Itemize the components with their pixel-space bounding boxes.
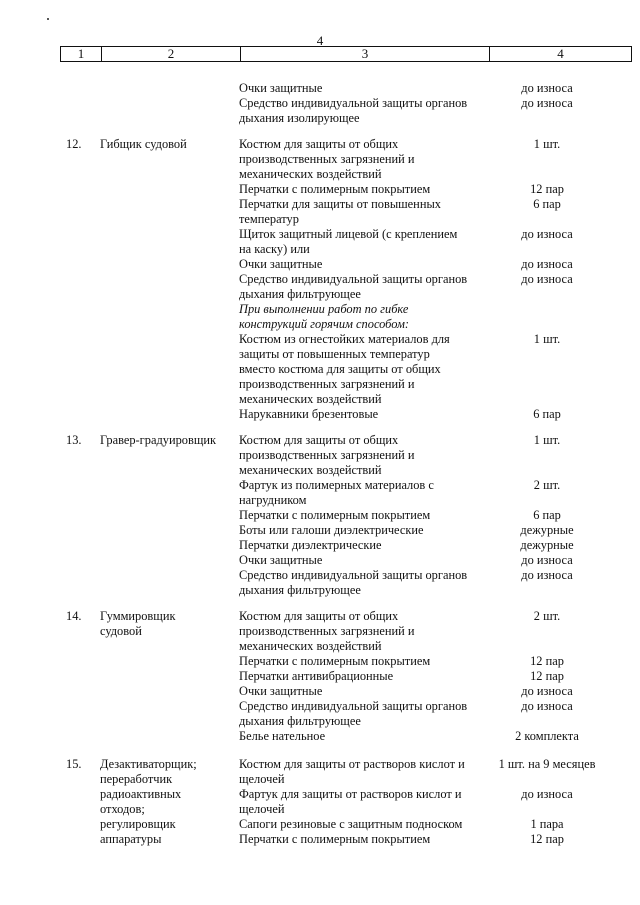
item-text: Костюм для защиты от общих [239,433,399,447]
item-quantity: до износа [521,96,573,110]
item-text: Очки защитные [239,553,323,567]
item-quantity: 1 пара [530,817,564,831]
item-text: Нарукавники брезентовые [239,407,379,421]
item-quantity: 12 пар [530,832,564,846]
profession-name: радиоактивных [100,787,182,801]
item-text: Очки защитные [239,684,323,698]
item-text: защиты от повышенных температур [239,347,430,361]
item-quantity: до износа [521,787,573,801]
item-text: Сапоги резиновые с защитным подноском [239,817,463,831]
item-text: Перчатки антивибрационные [239,669,394,683]
page-number: 4 [316,33,324,48]
item-quantity: 1 шт. [533,137,561,151]
row-number: 14. [66,609,82,623]
item-text: механических воздействий [239,167,382,181]
item-text: дыхания фильтрующее [239,714,361,728]
item-quantity: 1 шт. на 9 месяцев [498,757,596,771]
item-quantity: дежурные [520,523,574,537]
item-text: конструкций горячим способом: [239,317,409,331]
item-quantity: 6 пар [533,407,561,421]
item-quantity: до износа [521,272,573,286]
profession-name: судовой [100,624,142,638]
item-text: Средство индивидуальной защиты органов [239,699,468,713]
row-number: 12. [66,137,82,151]
item-text: дыхания изолирующее [239,111,360,125]
item-quantity: до износа [521,699,573,713]
item-text: производственных загрязнений и [239,377,415,391]
item-text: Очки защитные [239,81,323,95]
item-text: механических воздействий [239,392,382,406]
profession-name: регулировщик [100,817,176,831]
item-quantity: 2 шт. [533,478,561,492]
item-text: производственных загрязнений и [239,624,415,638]
item-quantity: 12 пар [530,654,564,668]
item-text: нагрудником [239,493,307,507]
item-quantity: дежурные [520,538,574,552]
item-quantity: 2 комплекта [515,729,579,743]
profession-name: Гравер-градуировщик [100,433,217,447]
item-text: механических воздействий [239,639,382,653]
item-text: производственных загрязнений и [239,448,415,462]
header-col-1: 1 [61,47,102,61]
item-quantity: 1 шт. [533,433,561,447]
item-quantity: 12 пар [530,669,564,683]
item-text: Средство индивидуальной защиты органов [239,272,468,286]
item-text: Перчатки диэлектрические [239,538,382,552]
item-quantity: 6 пар [533,197,561,211]
item-text: Перчатки с полимерным покрытием [239,832,431,846]
item-text: Костюм из огнестойких материалов для [239,332,450,346]
item-text: Белье нательное [239,729,326,743]
item-text: Перчатки с полимерным покрытием [239,508,431,522]
item-text: Перчатки с полимерным покрытием [239,182,431,196]
item-text: При выполнении работ по гибке [239,302,409,316]
item-quantity: до износа [521,553,573,567]
item-text: Средство индивидуальной защиты органов [239,568,468,582]
item-text: дыхания фильтрующее [239,583,361,597]
item-text: температур [239,212,299,226]
item-text: Щиток защитный лицевой (с креплением [239,227,458,241]
item-text: на каску) или [239,242,310,256]
item-text: Боты или галоши диэлектрические [239,523,424,537]
item-text: вместо костюма для защиты от общих [239,362,441,376]
scan-speck [47,18,49,20]
profession-name: Гибщик судовой [100,137,187,151]
header-col-3: 3 [241,47,490,61]
item-text: Очки защитные [239,257,323,271]
item-text: Фартук для защиты от растворов кислот и [239,787,462,801]
item-quantity: 2 шт. [533,609,561,623]
item-text: Костюм для защиты от общих [239,609,399,623]
table-header [60,46,632,62]
row-number: 15. [66,757,82,771]
item-text: производственных загрязнений и [239,152,415,166]
item-text: Средство индивидуальной защиты органов [239,96,468,110]
profession-name: отходов; [100,802,145,816]
item-text: дыхания фильтрующее [239,287,361,301]
item-quantity: 6 пар [533,508,561,522]
item-quantity: до износа [521,257,573,271]
header-col-4: 4 [557,46,564,61]
item-quantity: до износа [521,684,573,698]
item-text: щелочей [239,772,285,786]
item-text: Костюм для защиты от общих [239,137,399,151]
profession-name: аппаратуры [100,832,162,846]
profession-name: переработчик [100,772,173,786]
item-text: Фартук из полимерных материалов с [239,478,434,492]
item-text: щелочей [239,802,285,816]
item-text: механических воздействий [239,463,382,477]
item-text: Костюм для защиты от растворов кислот и [239,757,465,771]
item-quantity: до износа [521,568,573,582]
profession-name: Гуммировщик [100,609,176,623]
item-text: Перчатки с полимерным покрытием [239,654,431,668]
item-quantity: 12 пар [530,182,564,196]
item-quantity: 1 шт. [533,332,561,346]
item-text: Перчатки для защиты от повышенных [239,197,441,211]
profession-name: Дезактиваторщик; [100,757,197,771]
header-col-2: 2 [102,47,241,61]
item-quantity: до износа [521,227,573,241]
row-number: 13. [66,433,82,447]
item-quantity: до износа [521,81,573,95]
